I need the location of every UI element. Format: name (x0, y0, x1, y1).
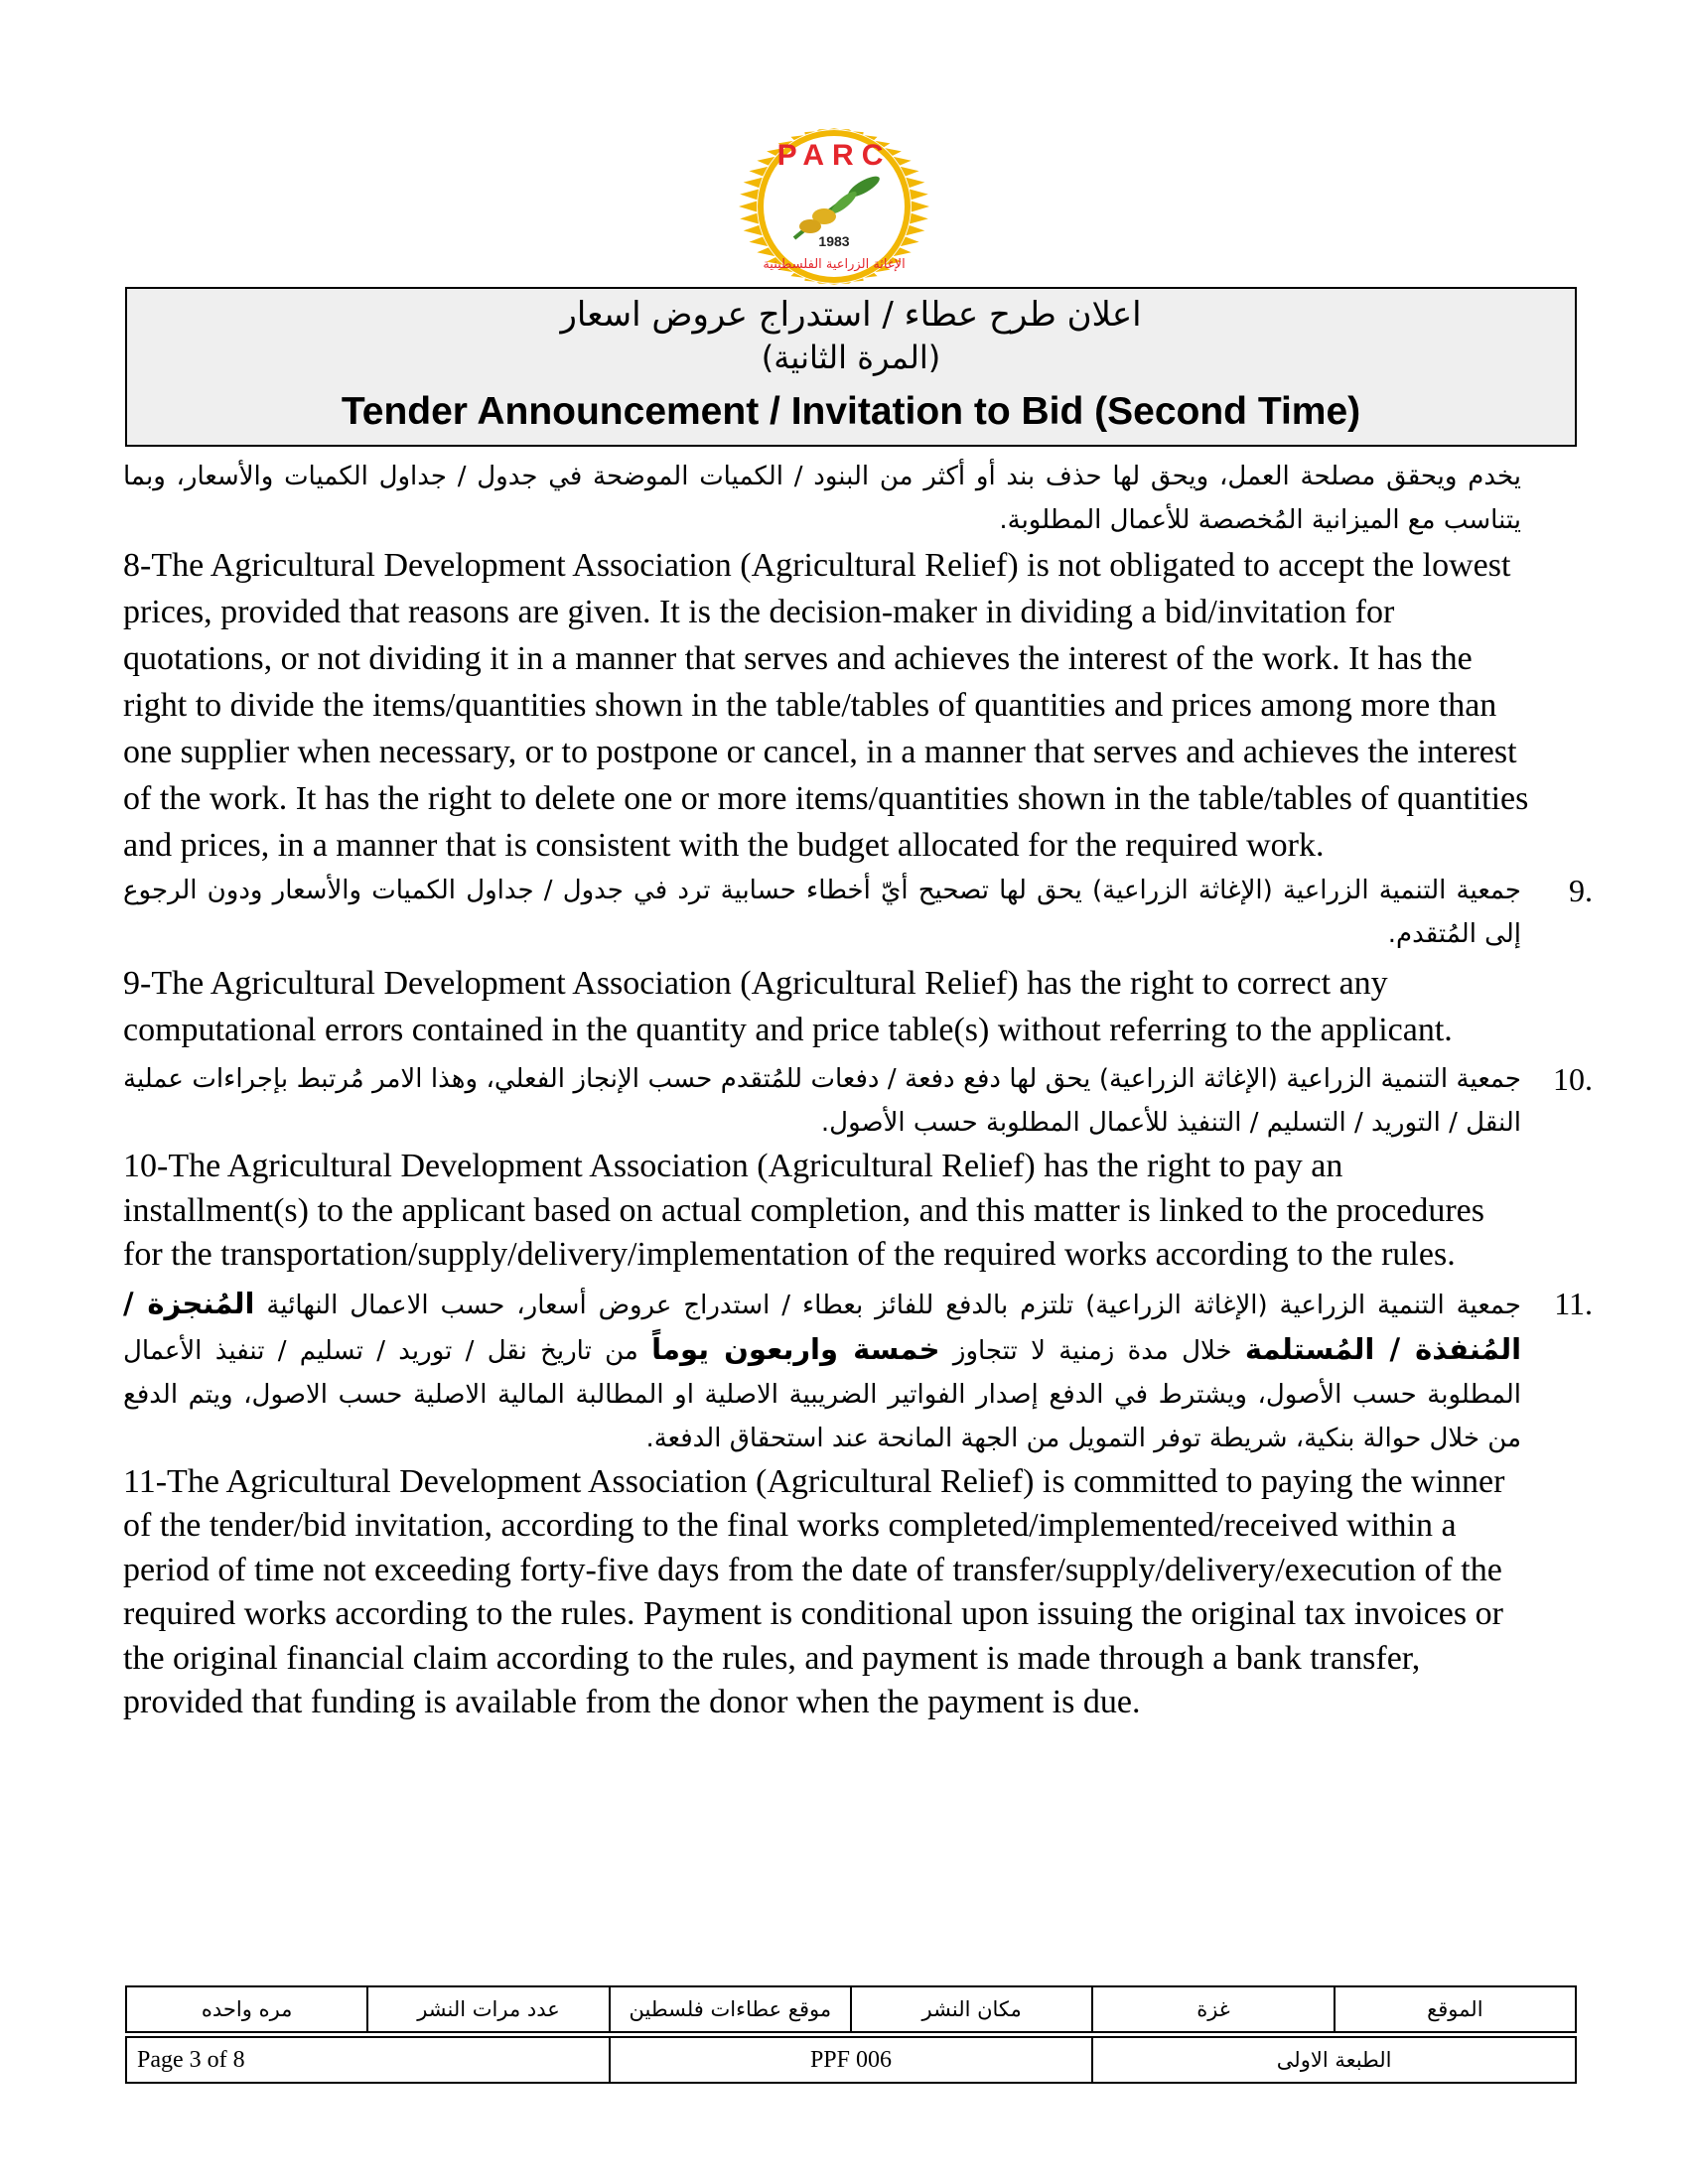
footer-cell: غزة (1092, 1986, 1334, 2032)
clause-9-ar (123, 869, 1593, 956)
clause-10-ar-text: جمعية التنمية الزراعية (الإغاثة الزراعية) يحق لها دفع دفعة / دفعات للمُتقدم حسب الإنجاز الفعلي، وهذا الامر مُرتبط بإجراءات عملية النقل / التوريد / التسليم / التنفيذ للأعمال المطلوبة حسب الأصول. (123, 1064, 1521, 1138)
footer-cell: مكان النشر (851, 1986, 1092, 2032)
clause-11-ar-text-d: خمسة واربعون يوماً (651, 1331, 940, 1366)
clause-11-ar-text-b: المُنجزة / المُنفذة / المُستلمة (123, 1286, 1522, 1366)
footer-cell: موقع عطاءات فلسطين (610, 1986, 851, 2032)
sun-ray (739, 202, 757, 212)
sun-ray (912, 202, 929, 212)
sun-ray (740, 189, 759, 200)
clause-10-en: 10-The Agricultural Development Association (Agricultural Relief) has the right to pay an installment(s) to the applicant based on actual completion, and this matter is linked to the procedures for the transportation/supply/delivery/implementation of the required works according to the rules. (123, 1148, 1484, 1273)
logo-acronym: PARC (776, 139, 892, 172)
parc-logo (675, 119, 993, 288)
clause-8-en: 8-The Agricultural Development Association (Agricultural Relief) is not obligated to accept the lowest prices, provided that reasons are given. It is the decision-maker in dividing a bid/invitation for quotations, or not dividing it in a manner that serves and achieves the interest of the work. It has the right to divide the items/quantities shown in the table/tables of quantities and prices among more than one supplier when necessary, or to postpone or cancel, in a manner that serves and achieves the interest of the work. It has the right to delete one or more items/quantities shown in the table/tables of quantities and prices, in a manner that is consistent with the budget allocated for the required work. (123, 547, 1529, 864)
footer-cell: الموقع (1335, 1986, 1576, 2032)
clause-8-ar: يخدم ويحقق مصلحة العمل، ويحق لها حذف بند أو أكثر من البنود / الكميات الموضحة في جدول / جداول الكميات والأسعار، وبما يتناسب مع الميزانية المُخصصة للأعمال المطلوبة. (123, 462, 1521, 535)
logo-year: 1983 (818, 233, 850, 249)
clause-11-ar-text-a: جمعية التنمية الزراعية (الإغاثة الزراعية) تلتزم بالدفع للفائز بعطاء / استدراج عروض أسعار، حسب الاعمال النهائية (266, 1290, 1522, 1320)
clause-10-number: 10. (1553, 1061, 1593, 1097)
clause-11-en: 11-The Agricultural Development Association (Agricultural Relief) is committed to paying the winner of the tender/bid invitation, according to the final works completed/implemented/received within a period of time not exceeding forty-five days from the date of transfer/supply/delivery/execution of the required works according to the rules. Payment is conditional upon issuing the original tax invoices or the original financial claim according to the rules, and payment is made through a bank transfer, provided that funding is available from the donor when the payment is due. (123, 1462, 1505, 1720)
header-title-ar: اعلان طرح عطاء / استدراج عروض اسعار (560, 295, 1142, 335)
logo-org-name: الإغاثة الزراعية الفلسطينية (763, 257, 906, 272)
footer-cell: عدد مرات النشر (367, 1986, 609, 2032)
clause-9-en: 9-The Agricultural Development Association (Agricultural Relief) has the right to correct any computational errors contained in the quantity and price table(s) without referring to the applicant. (123, 965, 1453, 1048)
edition-label: الطبعة الاولى (1092, 2037, 1576, 2083)
page-number: Page 3 of 8 (126, 2037, 610, 2083)
sun-ray (829, 128, 840, 129)
sun-ray (740, 213, 759, 224)
sun-ray (910, 189, 928, 200)
clause-10-ar (123, 1057, 1593, 1145)
sun-ray (906, 178, 924, 188)
sun-ray (744, 178, 763, 188)
sun-ray (910, 213, 928, 224)
footer-cell: مره واحده (126, 1986, 367, 2032)
form-code: PPF 006 (610, 2037, 1093, 2083)
clause-9-ar-text: جمعية التنمية الزراعية (الإغاثة الزراعية) يحق لها تصحيح أيّ أخطاء حسابية ترد في جدول / جداول الكميات والأسعار ودون الرجوع إلى المُتقدم. (123, 876, 1521, 949)
header-title-en: Tender Announcement / Invitation to Bid (Second Time) (341, 390, 1361, 433)
sun-ray (744, 225, 763, 235)
clause-11-number: 11. (1554, 1285, 1593, 1321)
footer-publication-table (125, 1985, 1577, 2033)
sun-ray (829, 284, 840, 285)
document-body (123, 455, 1593, 1725)
sun-ray (906, 225, 924, 235)
clause-11-ar (123, 1282, 1593, 1460)
footer-page-table (125, 2036, 1577, 2084)
clause-11-ar-text-c: خلال مدة زمنية لا تتجاوز (952, 1335, 1232, 1366)
announcement-header (125, 287, 1577, 447)
clause-11-ar-text-e: من تاريخ نقل / توريد / تسليم / تنفيذ الأعمال المطلوبة حسب الأصول، ويشترط في الدفع إصدار الفواتير الضريبية الاصلية او المطالبة المالية الاصلية حسب الاصول، ويتم الدفع من خلال حوالة بنكية، شريطة توفر التمويل من الجهة المانحة عند استحقاق الدفعة. (123, 1335, 1521, 1453)
clause-9-number: 9. (1569, 873, 1593, 908)
header-subtitle-ar: (المرة الثانية) (761, 339, 941, 376)
